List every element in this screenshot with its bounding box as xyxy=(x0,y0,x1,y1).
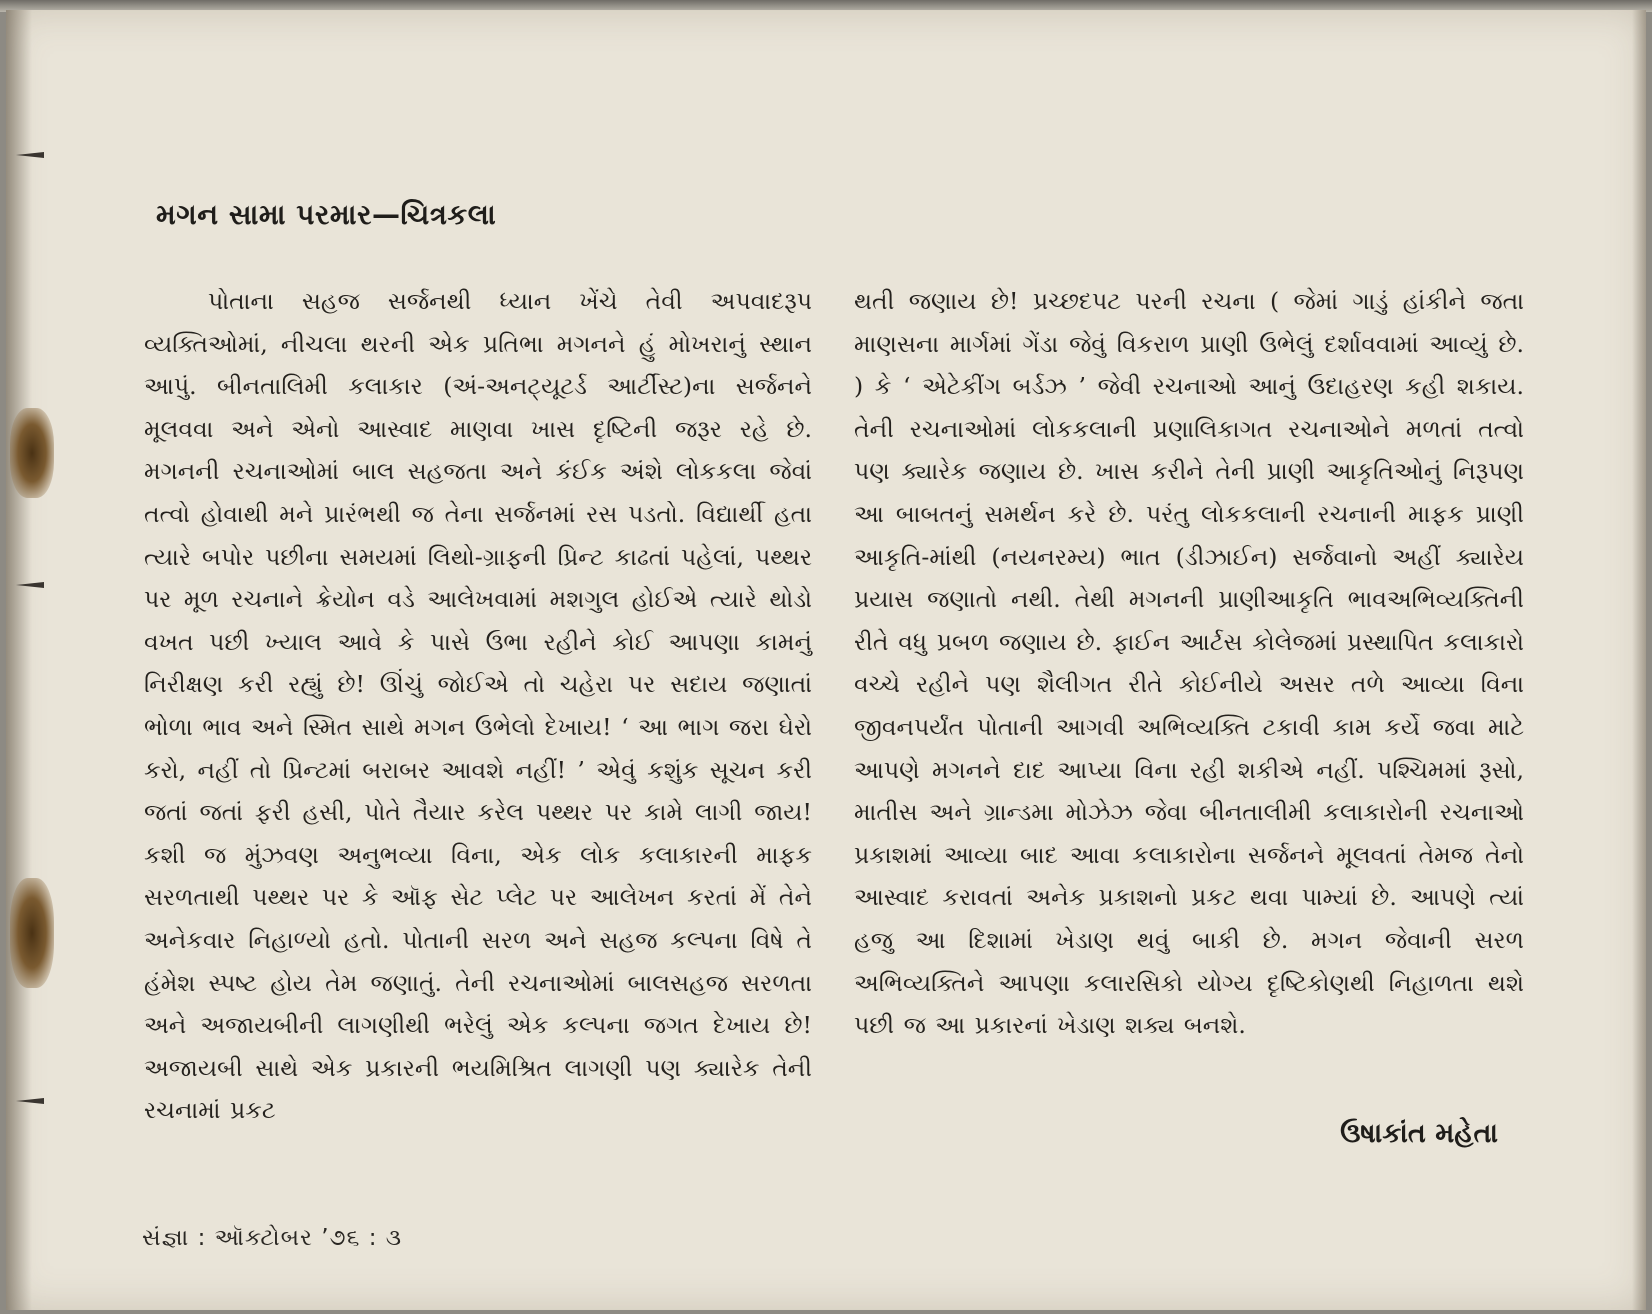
binding-nick xyxy=(16,152,44,158)
left-column-text: પોતાના સહજ સર્જનથી ધ્યાન ખેંચે તેવી અપવાદરૂપ વ્યક્તિઓમાં, નીચલા થરની એક પ્રતિભા મગનને હું મોખરાનું સ્થાન આપું. બીનતાલિમી કલાકાર (અં-અનટ્યૂટર્ડ આર્ટીસ્ટ)ના સર્જનને મૂલવવા અને એનો આસ્વાદ માણવા ખાસ દૃષ્ટિની જરૂર રહે છે. મગનની રચનાઓમાં બાલ સહજતા અને કંઈક અંશે લોકકલા જેવાં તત્વો હોવાથી મને પ્રારંભથી જ તેના સર્જનમાં રસ પડતો. વિદ્યાર્થી હતા ત્યારે બપોર પછીના સમયમાં લિથો-ગ્રાફની પ્રિન્ટ કાઢતાં પહેલાં, પથ્થર પર મૂળ રચનાને ક્રેયોન વડે આલેખવામાં મશગુલ હોઈએ ત્યારે થોડો વખત પછી ખ્યાલ આવે કે પાસે ઉભા રહીને કોઈ આપણા કામનું નિરીક્ષણ કરી રહ્યું છે! ઊંચું જોઈએ તો ચહેરા પર સદાય જણાતાં ભોળા ભાવ અને સ્મિત સાથે મગન ઉભેલો દેખાય! ‘ આ ભાગ જરા ઘેરો કરો, નહીં તો પ્રિન્ટમાં બરાબર આવશે નહીં! ’ એવું કશુંક સૂચન કરી જતાં જતાં ફરી હસી, પોતે તૈયાર કરેલ પથ્થર પર કામે લાગી જાય! કશી જ મુંઝવણ અનુભવ્યા વિના, એક લોક કલાકારની માફક સરળતાથી પથ્થર પર કે ઑફ સેટ પ્લેટ પર આલેખન કરતાં મેં તેને અનેકવાર નિહાળ્યો હતો. પોતાની સરળ અને સહજ કલ્પના વિષે તે હંમેશ સ્પષ્ટ હોય તેમ જણાતું. તેની રચનાઓમાં બાલસહજ સરળતા અને અજાયબીની લાગણીથી ભરેલું એક કલ્પના જગત દેખાય છે! અજાયબી સાથે એક પ્રકારની ભયમિશ્રિત લાગણી પણ ક્યારેક તેની રચનામાં પ્રકટ xyxy=(144,287,812,1125)
article-title: મગન સામા પરમાર—ચિત્રકલા xyxy=(156,198,497,231)
author-name: ઉષાકાંત મહેતા xyxy=(1340,1118,1498,1149)
right-column-text: થતી જણાય છે! પ્રચ્છદપટ પરની રચના ( જેમાં ગાડું હાંકીને જતા માણસના માર્ગમાં ગેંડા જેવું વિકરાળ પ્રાણી ઉભેલું દર્શાવવામાં આવ્યું છે. ) કે ‘ એટેકીંગ બર્ડઝ ’ જેવી રચનાઓ આનું ઉદાહરણ કહી શકાય. તેની રચનાઓમાં લોકકલાની પ્રણાલિકાગત રચનાઓને મળતાં તત્વો પણ ક્યારેક જણાય છે. ખાસ કરીને તેની પ્રાણી આકૃતિઓનું નિરૂપણ આ બાબતનું સમર્થન કરે છે. પરંતુ લોકકલાની રચનાની માફક પ્રાણી આકૃતિ-માંથી (નયનરમ્ય) ભાત (ડીઝાઈન) સર્જવાનો અહીં ક્યારેય પ્રયાસ જણાતો નથી. તેથી મગનની પ્રાણીઆકૃતિ ભાવઅભિવ્યક્તિની રીતે વધુ પ્રબળ જણાય છે. ફાઈન આર્ટસ કોલેજમાં પ્રસ્થાપિત કલાકારો વચ્ચે રહીને પણ શૈલીગત રીતે કોઈનીયે અસર તળે આવ્યા વિના જીવનપર્યંત પોતાની આગવી અભિવ્યક્તિ ટકાવી કામ કર્યે જવા માટે આપણે મગનને દાદ આપ્યા વિના રહી શકીએ નહીં. પશ્ચિમમાં રૂસો, માતીસ અને ગ્રાન્ડમા મોઝેઝ જેવા બીનતાલીમી કલાકારોની રચનાઓ પ્રકાશમાં આવ્યા બાદ આવા કલાકારોના સર્જનને મૂલવતાં તેમજ તેનો આસ્વાદ કરાવતાં અનેક પ્રકાશનો પ્રકટ થવા પામ્યાં છે. આપણે ત્યાં હજુ આ દિશામાં ખેડાણ થવું બાકી છે. મગન જેવાની સરળ અભિવ્યક્તિને આપણા કલારસિકો યોગ્ય દૃષ્ટિકોણથી નિહાળતા થશે પછી જ આ પ્રકારનાં ખેડાણ શક્ય બનશે. xyxy=(854,287,1524,1040)
scanned-page xyxy=(6,10,1646,1310)
page-footer: સંજ્ઞા : ઑક્ટોબર ’૭૬ : ૩ xyxy=(142,1225,403,1251)
binding-hole-stain xyxy=(10,408,54,498)
binding-nick xyxy=(16,1098,44,1104)
binding-nick xyxy=(16,582,44,588)
binding-hole-stain xyxy=(10,878,54,988)
